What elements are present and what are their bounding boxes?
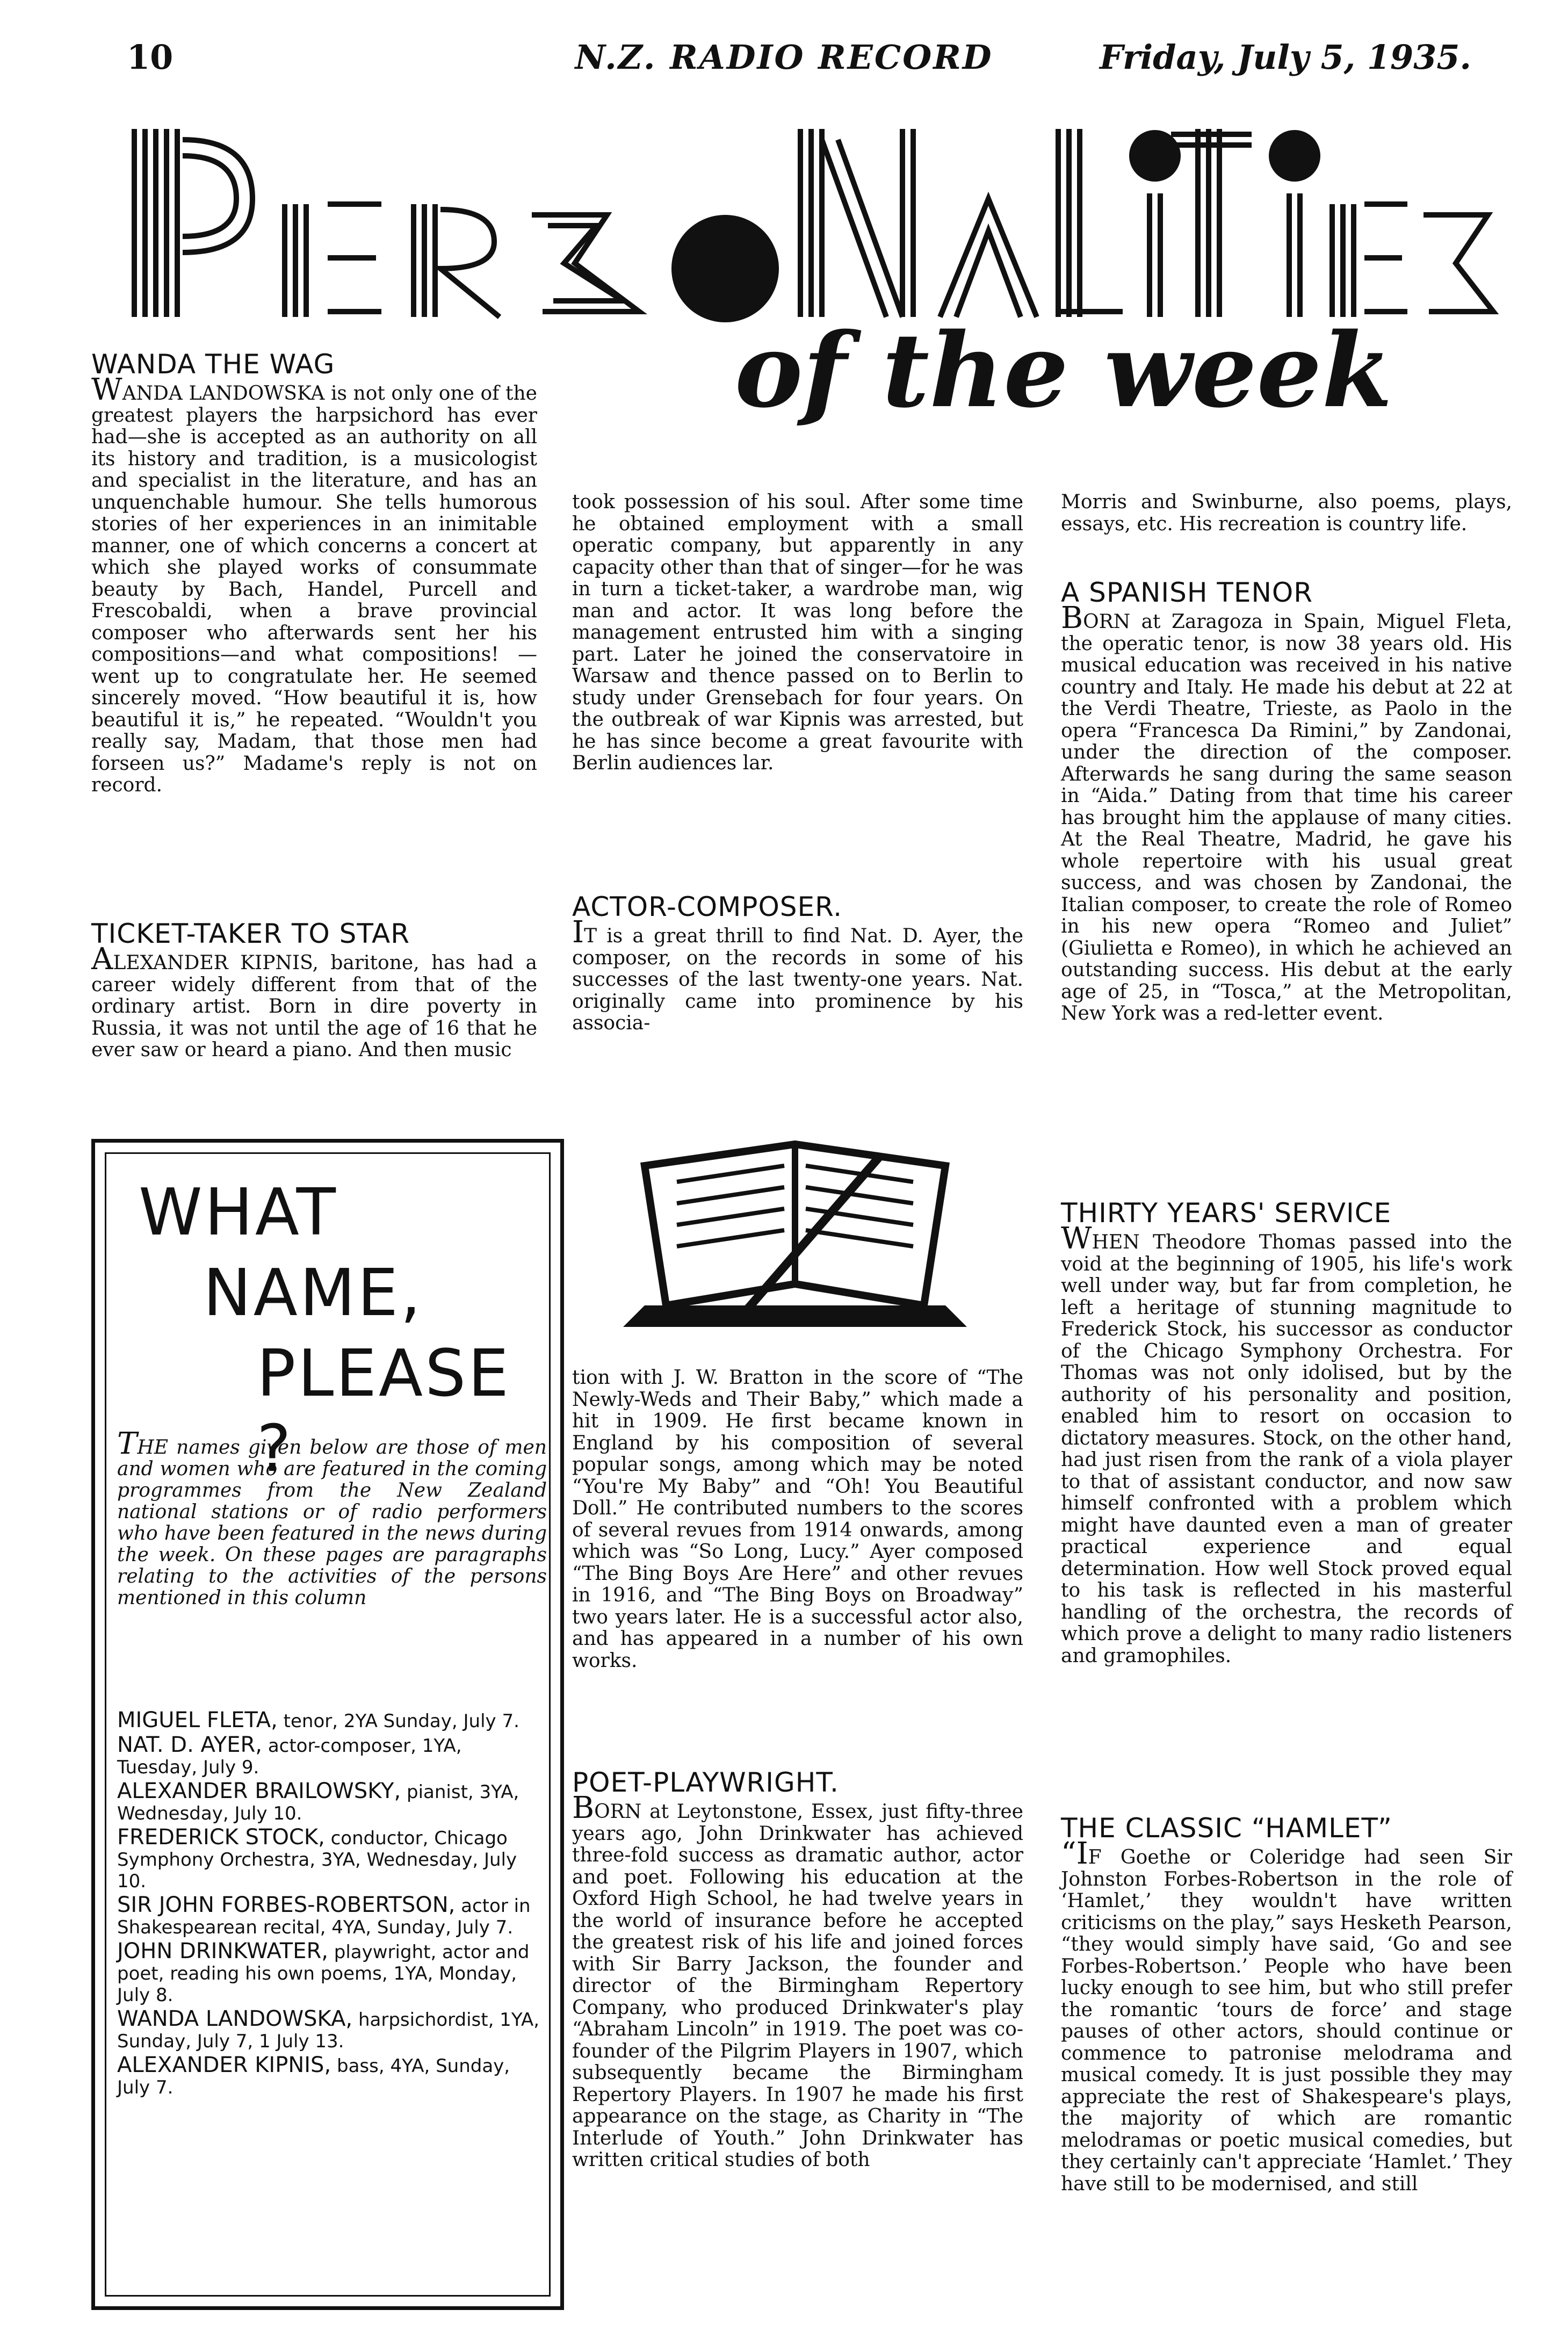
box-intro [117, 1426, 547, 1609]
article-wanda [91, 349, 537, 797]
box-entry: NAT. D. AYER, actor-composer, 1YA, Tuesday, July 9. [117, 1733, 462, 1778]
box-entry: ALEXANDER BRAILOWSKY, pianist, 3YA, Wednesday, July 10. [117, 1779, 519, 1824]
dropcap-kipnis: A [91, 942, 113, 977]
heading-stock: THIRTY YEARS' SERVICE [1061, 1197, 1392, 1229]
dropcap-wanda: W [91, 372, 122, 407]
box-entries [117, 1707, 547, 2098]
heading-ayer: ACTOR-COMPOSER. [572, 891, 842, 922]
text-kipnis: LEXANDER KIPNIS, baritone, has had a career widely different from that of the ordinary artist. Born in dire poverty in Russia, it was not until the age of 16 that he ever saw or heard a piano. And then music [91, 952, 537, 1061]
box-entry: JOHN DRINKWATER, playwright, actor and poet, reading his own poems, 1YA, Monday, July 8. [117, 1939, 530, 2006]
box-entry: FREDERICK STOCK, conductor, Chicago Symphony Orchestra, 3YA, Wednesday, July 10. [117, 1825, 517, 1892]
page-number: 10 [127, 38, 174, 77]
ayer-continued: tion with J. W. Bratton in the score of “The Newly-Weds and Their Baby,” which made a hit in 1909. He first became known in England by his composition of several popular songs, among which may be noted “You're My Baby” and “Oh! You Beautiful Doll.” He contributed numbers to the scores of several revues from 1914 onwards, among which was “So Long, Lucy.” Ayer composed “The Bing Boys Are Here” and other revues in 1916, and “The Bing Boys on Broadway” two years later. He is a successful actor also, and has appeared in a number of his own works. [572, 1367, 1023, 1672]
article-hamlet [1061, 1813, 1512, 2195]
dropcap-ayer: I [572, 915, 584, 950]
box-entry: WANDA LANDOWSKA, harpsichordist, 1YA, Sunday, July 7, 1 July 13. [117, 2006, 540, 2052]
book-illustration [623, 1123, 967, 1338]
article-kipnis [91, 919, 537, 1062]
title-dot-i1 [1129, 130, 1181, 182]
box-entry: ALEXANDER KIPNIS, bass, 4YA, Sunday, July 7. [117, 2053, 510, 2098]
heading-wanda: WANDA THE WAG [91, 349, 335, 380]
box-title-2: NAME, [203, 1256, 423, 1331]
dropcap-hamlet: “I [1061, 1836, 1088, 1871]
dropcap-stock: W [1061, 1221, 1092, 1256]
text-fleta: ORN at Zaragoza in Spain, Miguel Fleta, the operatic tenor, is now 38 years old. His musical education was received in his native country and Italy. He made his debut at 22 at the Verdi Theatre, Trieste, as Paolo in the opera “Francesca Da Rimini,” by Zandonai, under the direction of the composer. Afterwards he sang during the same season in “Aida.” Dating from that time his career has brought him the applause of many cities. At the Real Theatre, Madrid, he gave his whole repertoire with his usual great success, and was chosen by Zandonai, the Italian composer, to create the role of Romeo in his new opera “Romeo and Juliet” (Giulietta e Romeo), in which he achieved an outstanding success. His debut at the early age of 25, in “Tosca,” at the Metropolitan, New York was a red-letter event. [1061, 611, 1512, 1024]
title-stripes-left [134, 129, 500, 317]
dropcap-fleta: B [1061, 601, 1083, 636]
dropcap-drinkwater: B [572, 1791, 595, 1825]
drinkwater-continued: Morris and Swinburne, also poems, plays, essays, etc. His recreation is country life. [1061, 491, 1512, 535]
text-drinkwater: ORN at Leytonstone, Essex, just fifty-three years ago, John Drinkwater has achieved three-fold success as dramatic author, actor and poet. Following his education at the Oxford High School, he had twelve years in the world of insurance before he accepted the greatest risk of his life and joined forces with Sir Barry Jackson, the founder and director of the Birmingham Repertory Company, who produced Drinkwater's play “Abraham Lincoln” in 1919. The poet was co-founder of the Pilgrim Players in 1907, which subsequently became the Birmingham Repertory Players. In 1907 he made his first appearance on the stage, as Charity in “The Interlude of Youth.” John Drinkwater has written critical studies of both [572, 1801, 1023, 2171]
subtitle: of the week [734, 311, 1393, 430]
article-ayer [572, 892, 1023, 1035]
what-name-please-box [91, 1139, 564, 2310]
title-art [124, 118, 1499, 328]
article-stock [1061, 1198, 1512, 1667]
box-title-3: PLEASE ? [257, 1337, 511, 1486]
box-title-1: WHAT [139, 1175, 338, 1250]
box-entry: SIR JOHN FORBES-ROBERTSON, actor in Shakespearean recital, 4YA, Sunday, July 7. [117, 1893, 531, 1938]
issue-date: Friday, July 5, 1935. [1100, 38, 1471, 77]
title-stripes-s [532, 215, 639, 312]
title-dot-i2 [1269, 130, 1320, 182]
heading-hamlet: THE CLASSIC “HAMLET” [1061, 1813, 1392, 1844]
title-dot-o [671, 215, 779, 322]
box-intro-text: HE names given below are those of men and women who are featured in the coming programmes from the New Zealand national stations or of radio performers who have been featured in the news during the week. On these pages are paragraphs relating to the activities of the persons mentioned in this column [117, 1437, 547, 1609]
heading-fleta: A SPANISH TENOR [1061, 577, 1313, 608]
article-drinkwater [572, 1767, 1023, 2171]
heading-kipnis: TICKET-TAKER TO STAR [91, 918, 410, 949]
publication-title: N.Z. RADIO RECORD [575, 38, 993, 77]
box-entry: MIGUEL FLETA, tenor, 2YA Sunday, July 7. [117, 1708, 519, 1733]
heading-drinkwater: POET-PLAYWRIGHT. [572, 1767, 839, 1798]
box-intro-dropcap: T [117, 1426, 138, 1461]
article-fleta [1061, 578, 1512, 1025]
kipnis-continued: took possession of his soul. After some time he obtained employment with a small operatic company, but apparently in any capacity other than that of singer—for he was in turn a ticket-taker, a wardrobe man, wig man and actor. It was long before the management entrusted him with a singing part. Later he joined the conservatoire in Warsaw and thence passed on to Berlin to study under Grensebach for four years. On the outbreak of war Kipnis was arrested, but he has since become a great favourite with Berlin audiences lar. [572, 491, 1023, 774]
text-wanda: ANDA LANDOWSKA is not only one of the greatest players the harpsichord has ever had—she is accepted as an authority on all its history and tradition, is a musicologist and specialist in the literature, and has an unquenchable humour. She tells humorous stories of her experiences in an inimitable manner, one of which concerns a concert at which she played works of consummate beauty by Bach, Handel, Purcell and Frescobaldi, when a brave provincial composer who afterwards sent her his compositions—and what compositions! —went up to congratulate her. He seemed sincerely moved. “How beautiful it is, how beautiful it is,” he repeated. “Wouldn't you really say, Madam, that those men had forseen us?” Madame's reply is not on record. [91, 382, 537, 796]
text-hamlet: F Goethe or Coleridge had seen Sir Johnston Forbes-Robertson in the role of ‘Hamlet,’ they wouldn't have written criticisms on the play,” says Hesketh Pearson, “they would simply have said, ‘Go and see Forbes-Robertson.’ People who have been lucky enough to see him, but who still prefer the romantic ‘tours de force’ and stage pauses of other actors, should continue or commence to patronise melodrama and musical comedy. It is just possible they may appreciate the rest of Shakespeare's plays, the majority of which are romantic melodramas or poetic musical comedies, but they certainly can't appreciate ‘Hamlet.’ They have still to be modernised, and still [1061, 1846, 1512, 2195]
text-ayer: T is a great thrill to find Nat. D. Ayer, the composer, on the records in some of his successes of the last twenty-one years. Nat. originally came into prominence by his associa- [572, 925, 1023, 1034]
text-stock: HEN Theodore Thomas passed into the void at the beginning of 1905, his life's work well under way, but far from completion, he left a heritage of stunning magnitude to Frederick Stock, his successor as conductor of the Chicago Symphony Orchestra. For Thomas was not only idolised, but by the authority of his personality and position, enabled him to resort on occasion to dictatory measures. Stock, on the other hand, had just risen from the rank of a viola player to that of assistant conductor, and now saw himself confronted with a problem which might have daunted even a man of greater practical experience and equal determination. How well Stock proved equal to his task is reflected in his masterful handling of the orchestra, the records of which prove a delight to many radio listeners and gramophiles. [1061, 1231, 1512, 1667]
